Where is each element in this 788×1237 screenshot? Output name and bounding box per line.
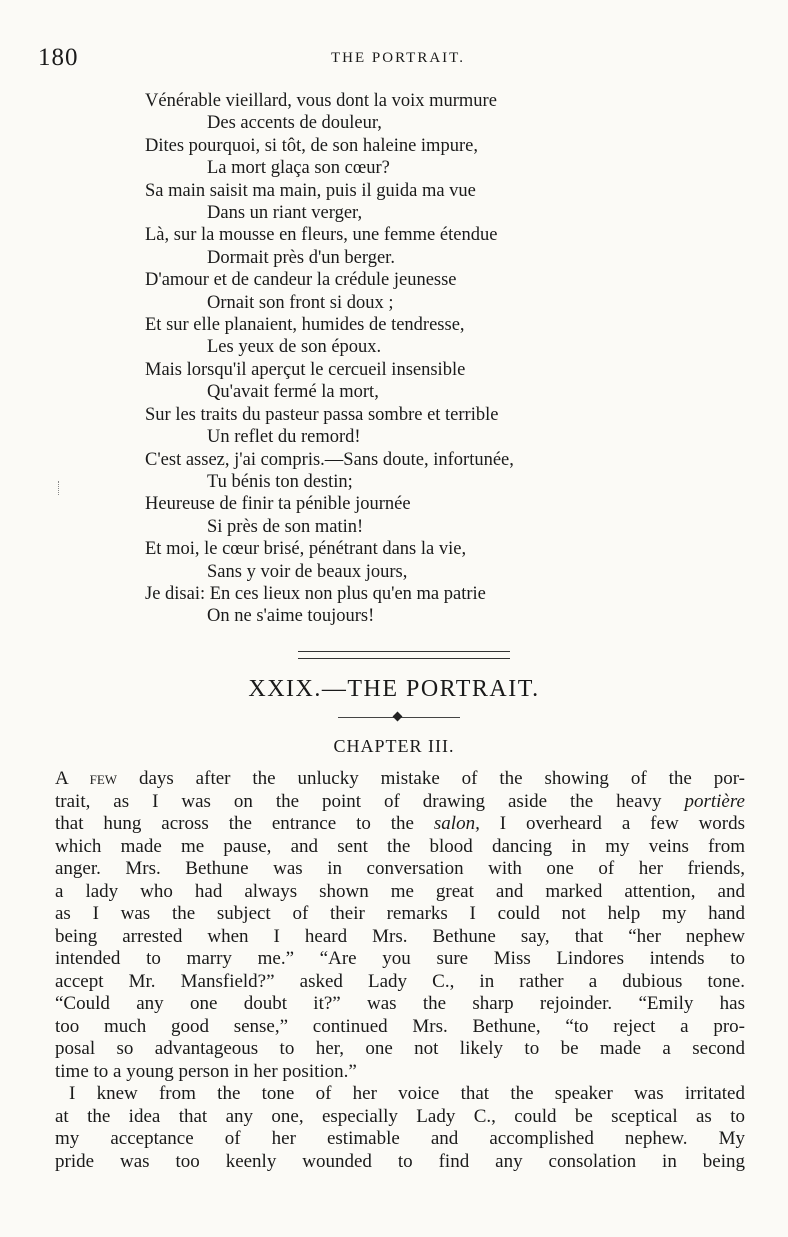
italic-word: portière — [684, 790, 745, 812]
prose-line: a lady who had always shown me great and marked attention, and — [55, 880, 745, 902]
poem-line: Je disai: En ces lieux non plus qu'en ma patrie — [145, 583, 486, 604]
poem-line: Dites pourquoi, si tôt, de son haleine impure, — [145, 135, 478, 156]
prose-line — [55, 768, 745, 791]
prose-line: anger. Mrs. Bethune was in conversation with one of her friends, — [55, 858, 745, 879]
poem-line: Les yeux de son époux. — [207, 337, 382, 358]
prose-line: I knew from the tone of her voice that the speaker was irritated — [69, 1083, 745, 1104]
italic-word: salon, — [433, 813, 480, 834]
poem-line: Sa main saisit ma main, puis il guida ma vue — [145, 180, 476, 201]
poem-line: Si près de son matin! — [207, 516, 364, 537]
poem-line: Dormait près d'un berger. — [207, 247, 395, 268]
prose-line: which made me pause, and sent the blood dancing in my veins from — [55, 835, 745, 857]
section-title: XXIX.—THE PORTRAIT. — [248, 676, 540, 702]
poem-line: Un reflet du remord! — [207, 427, 361, 448]
prose-text: I overheard a few words — [479, 813, 746, 834]
poem-line: Des accents de douleur, — [207, 113, 382, 134]
page-number: 180 — [38, 44, 79, 71]
poem-line: Mais lorsqu'il aperçut le cercueil insensible — [145, 359, 466, 380]
page-header — [38, 44, 758, 74]
running-title: THE PORTRAIT. — [331, 50, 465, 66]
prose-line: pride was too keenly wounded to find any consolation in being — [55, 1150, 745, 1172]
prose-line: being arrested when I heard Mrs. Bethune say, that “her nephew — [55, 925, 745, 947]
poem-line: Qu'avait fermé la mort, — [207, 382, 379, 403]
poem-line: Heureuse de finir ta pénible journée — [145, 494, 411, 515]
poem-line: Sans y voir de beaux jours, — [207, 561, 408, 582]
chapter-text — [55, 768, 745, 1173]
prose-text: days after the unlucky mistake of the showing of the por- — [117, 768, 745, 789]
prose-text: that hung across the entrance to the — [55, 813, 434, 834]
poem-line: Et sur elle planaient, humides de tendresse, — [145, 315, 465, 336]
poem-line: Vénérable vieillard, vous dont la voix murmure — [145, 91, 497, 111]
french-poem — [145, 90, 665, 628]
prose-line: too much good sense,” continued Mrs. Bethune, “to reject a pro- — [55, 1015, 745, 1037]
poem-line: Là, sur la mousse en fleurs, une femme étendue — [145, 225, 498, 246]
poem-line: Et moi, le cœur brisé, pénétrant dans la vie, — [145, 539, 467, 560]
section-divider — [298, 651, 510, 659]
poem-line: La mort glaça son cœur? — [207, 158, 390, 179]
poem-line: Tu bénis ton destin; — [207, 471, 353, 492]
prose-line: as I was the subject of their remarks I could not help my hand — [55, 903, 745, 924]
diamond-ornament-icon — [393, 712, 403, 722]
chapter-title: CHAPTER III. — [333, 736, 455, 756]
poem-line: Ornait son front si doux ; — [207, 292, 394, 313]
prose-line — [55, 813, 745, 836]
prose-line: my acceptance of her estimable and accomplished nephew. My — [55, 1128, 745, 1149]
poem-line: C'est assez, j'ai compris.—Sans doute, infortunée, — [145, 449, 514, 470]
prose-line — [55, 791, 745, 814]
margin-mark — [58, 481, 65, 495]
prose-line: at the idea that any one, especially Lady C., could be sceptical as to — [55, 1105, 745, 1127]
prose-line: time to a young person in her position.” — [55, 1060, 357, 1082]
prose-text: trait, as I was on the point of drawing aside the heavy — [55, 790, 685, 812]
prose-line: “Could any one doubt it?” was the sharp rejoinder. “Emily has — [55, 993, 745, 1014]
ornament-rule — [338, 717, 460, 720]
prose-line: posal so advantageous to her, one not likely to be made a second — [55, 1038, 745, 1059]
prose-line: intended to marry me.” “Are you sure Miss Lindores intends to — [55, 948, 745, 969]
poem-line: D'amour et de candeur la crédule jeunesse — [145, 270, 457, 291]
poem-line: Sur les traits du pasteur passa sombre et terrible — [145, 404, 499, 425]
poem-line: On ne s'aime toujours! — [207, 606, 375, 627]
prose-line: accept Mr. Mansfield?” asked Lady C., in rather a dubious tone. — [55, 970, 745, 992]
opening-words: A few — [55, 768, 118, 789]
poem-line: Dans un riant verger, — [207, 203, 363, 224]
